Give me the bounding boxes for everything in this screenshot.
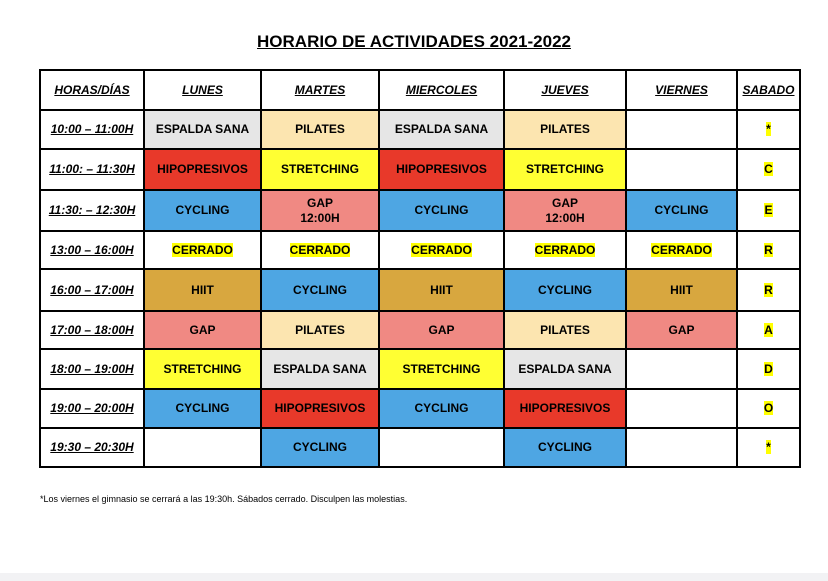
activity-label: CERRADO [411,242,472,257]
footnote: *Los viernes el gimnasio se cerrará a las 19:30h. Sábados cerrado. Disculpen las molestias. [40,494,408,504]
activity-label: 12:00H [545,210,585,225]
activity-cell [261,190,379,231]
header-viernes: VIERNES [626,70,737,110]
activity-label: PILATES [540,322,590,337]
activity-label: HIIT [191,282,214,297]
bottom-strip [0,573,828,581]
activity-cell [504,110,626,149]
activity-label: ESPALDA SANA [394,122,489,136]
activity-label: 12:00H [300,210,340,225]
activity-cell [737,389,800,428]
hour-cell: 16:00 – 17:00H [40,269,144,311]
activity-cell [144,149,261,190]
activity-cell [626,149,737,190]
activity-label: STRETCHING [402,361,481,376]
activity-cell [144,110,261,149]
activity-cell [626,231,737,269]
activity-label: HIPOPRESIVOS [157,162,248,176]
activity-label: * [766,440,771,454]
activity-cell [504,269,626,311]
activity-label: CYCLING [293,282,347,297]
activity-label: D [764,361,773,376]
activity-cell [626,349,737,389]
schedule-row [40,269,800,311]
activity-cell [261,349,379,389]
schedule-row [40,349,800,389]
activity-cell [379,110,504,149]
header-lunes: LUNES [144,70,261,110]
activity-cell [626,428,737,467]
activity-label: CYCLING [414,401,469,415]
activity-cell [144,349,261,389]
activity-label: GAP [551,195,578,210]
header-jueves: JUEVES [504,70,626,110]
activity-label: PILATES [295,322,345,337]
activity-cell [737,428,800,467]
activity-cell [379,231,504,269]
activity-label: CERRADO [172,242,233,257]
activity-label: CYCLING [654,203,709,217]
activity-cell [626,190,737,231]
hour-cell: 19:30 – 20:30H [40,428,144,467]
activity-cell [379,269,504,311]
activity-label: CYCLING [538,440,592,454]
header-miercoles: MIERCOLES [379,70,504,110]
activity-cell [626,311,737,349]
activity-cell [737,110,800,149]
activity-cell [144,190,261,231]
hour-cell: 10:00 – 11:00H [40,110,144,149]
activity-cell [261,110,379,149]
activity-cell [504,149,626,190]
activity-label: * [766,122,771,136]
hour-cell: 19:00 – 20:00H [40,389,144,428]
activity-cell [626,389,737,428]
activity-label: C [764,162,773,176]
activity-label: R [764,282,773,297]
activity-cell [504,349,626,389]
activity-cell [737,231,800,269]
header-sabado: SABADO [737,70,800,110]
activity-label: O [763,401,774,415]
activity-cell [379,389,504,428]
hour-cell: 11:00: – 11:30H [40,149,144,190]
activity-label: HIPOPRESIVOS [519,401,611,415]
activity-cell [144,269,261,311]
activity-label: GAP [306,195,333,210]
activity-cell [504,231,626,269]
activity-cell [737,311,800,349]
activity-cell [504,428,626,467]
activity-cell [737,190,800,231]
activity-label: PILATES [295,122,345,136]
activity-label: STRETCHING [281,162,359,176]
activity-label: STRETCHING [163,361,242,376]
schedule-row [40,190,800,231]
activity-cell [261,311,379,349]
schedule-row [40,389,800,428]
activity-cell [379,428,504,467]
schedule-row [40,311,800,349]
activity-label: HIIT [670,282,693,297]
activity-cell [504,389,626,428]
activity-cell [144,231,261,269]
activity-label: E [764,203,773,217]
schedule-row [40,110,800,149]
activity-cell [379,311,504,349]
activity-label: ESPALDA SANA [518,361,612,376]
activity-label: CERRADO [534,242,596,257]
schedule-row [40,149,800,190]
activity-label: R [764,242,773,257]
header-hours: HORAS/DÍAS [40,70,144,110]
activity-label: CYCLING [538,282,592,297]
activity-label: CERRADO [289,242,351,257]
activity-cell [379,149,504,190]
activity-cell [144,389,261,428]
activity-label: HIPOPRESIVOS [274,401,366,415]
activity-cell [261,269,379,311]
activity-cell [261,149,379,190]
schedule-table [39,69,801,468]
schedule-body [40,110,800,467]
schedule-row [40,428,800,467]
activity-label: STRETCHING [526,162,604,176]
activity-label: HIIT [430,282,453,297]
activity-cell [379,190,504,231]
activity-cell [144,428,261,467]
header-martes: MARTES [261,70,379,110]
activity-label: CYCLING [414,203,469,217]
activity-label: ESPALDA SANA [273,361,367,376]
activity-cell [261,428,379,467]
activity-label: GAP [668,322,695,337]
activity-cell [379,349,504,389]
schedule-row [40,231,800,269]
hour-cell: 13:00 – 16:00H [40,231,144,269]
hour-cell: 18:00 – 19:00H [40,349,144,389]
activity-cell [737,349,800,389]
activity-cell [504,190,626,231]
activity-label: CYCLING [175,401,230,415]
hour-cell: 17:00 – 18:00H [40,311,144,349]
activity-label: CYCLING [175,203,230,217]
activity-cell [626,110,737,149]
activity-cell [737,149,800,190]
page-title: HORARIO DE ACTIVIDADES 2021-2022 [257,32,571,51]
activity-label: HIPOPRESIVOS [396,162,487,176]
activity-cell [261,389,379,428]
activity-label: ESPALDA SANA [155,122,250,136]
activity-label: CYCLING [293,440,347,454]
activity-label: CERRADO [651,242,712,257]
header-row [40,70,800,110]
hour-cell: 11:30: – 12:30H [40,190,144,231]
activity-cell [737,269,800,311]
activity-cell [144,311,261,349]
activity-label: GAP [189,322,216,337]
activity-cell [626,269,737,311]
activity-label: A [764,322,773,337]
activity-label: GAP [428,322,455,337]
activity-cell [504,311,626,349]
activity-label: PILATES [540,122,590,136]
activity-cell [261,231,379,269]
